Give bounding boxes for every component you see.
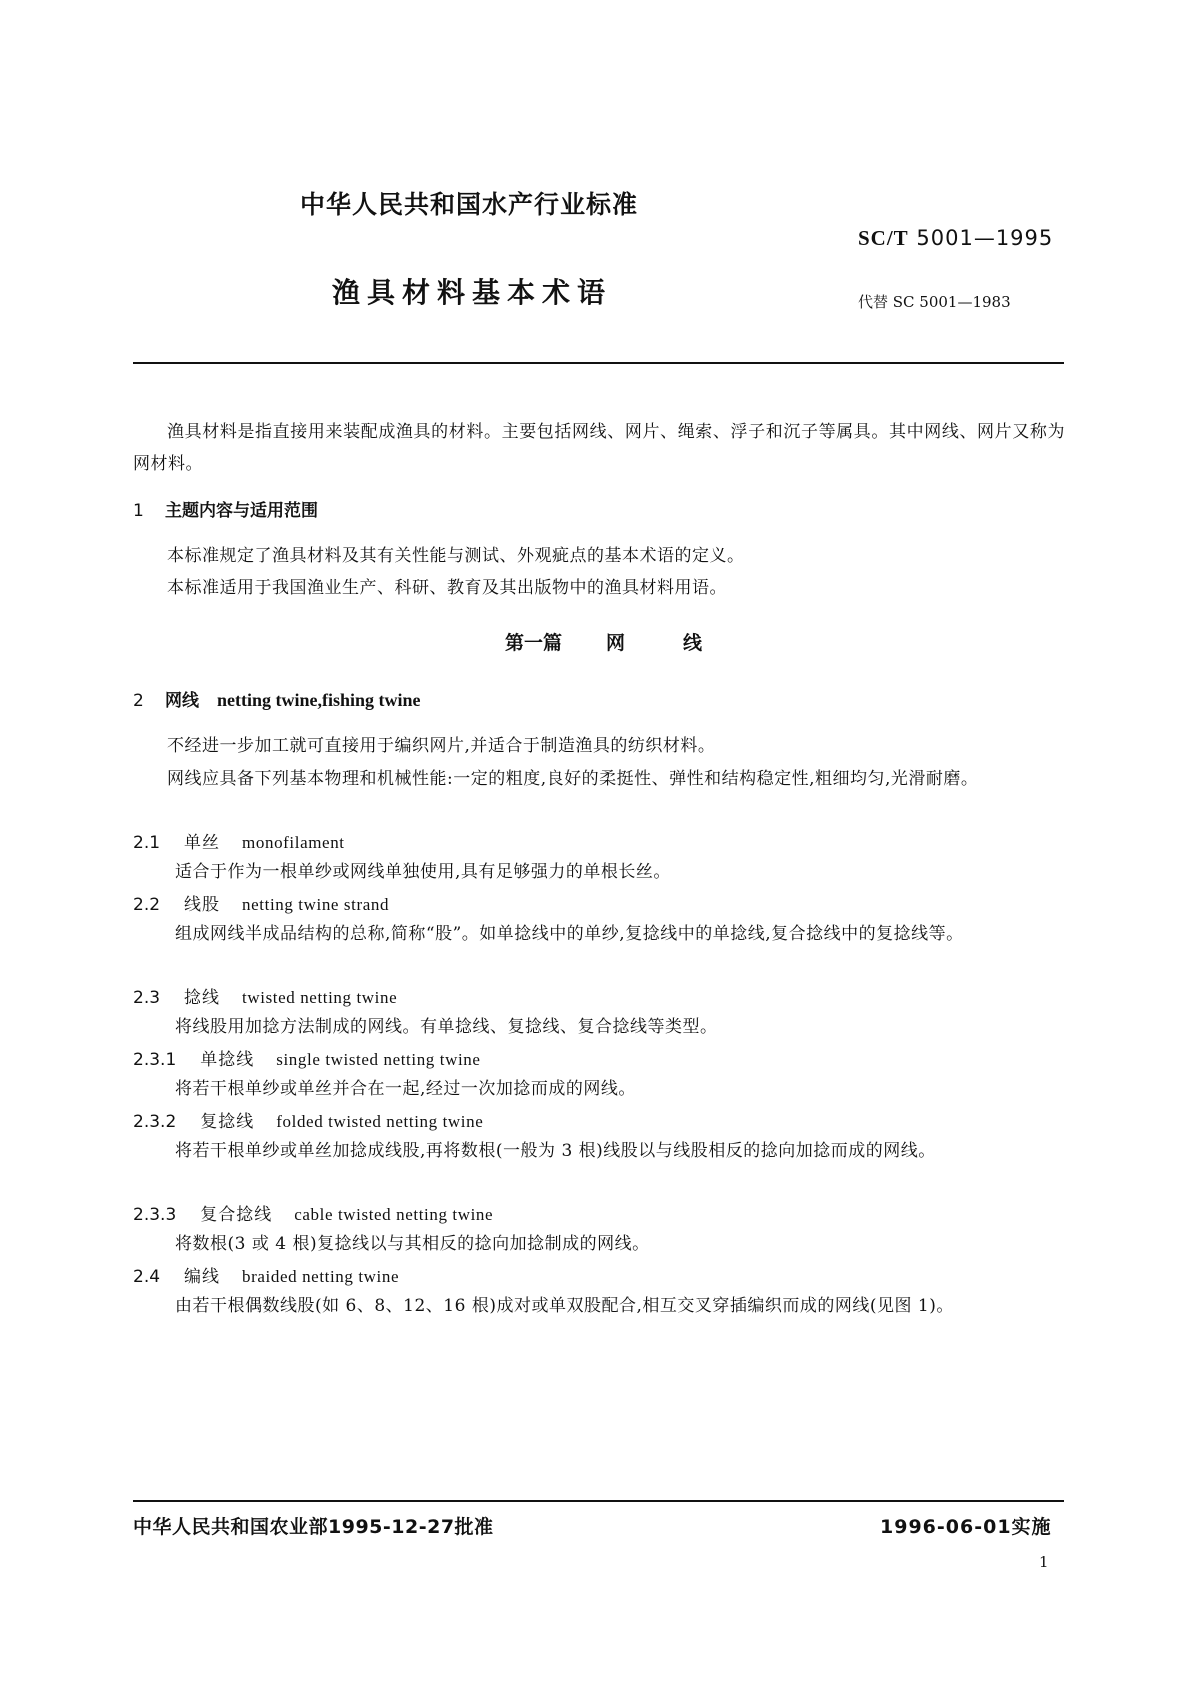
term-heading [133,1107,483,1132]
section-1-paragraph-1: 本标准规定了渔具材料及其有关性能与测试、外观疵点的基本术语的定义。 [167,546,745,566]
term-number: 2.3.1 [133,1050,177,1070]
term-definition: 将若干根单纱或单丝加捻成线股,再将数根(一般为 3 根)线股以与线股相反的捻向加捻而成的网线。 [175,1141,936,1161]
term-en: cable twisted netting twine [294,1205,494,1224]
term-zh: 捻线 [184,988,221,1008]
term-number: 2.1 [133,833,161,853]
term-en: braided netting twine [242,1267,400,1286]
section-2-paragraph-1: 不经进一步加工就可直接用于编织网片,并适合于制造渔具的纺织材料。 [167,736,716,756]
term-zh: 复捻线 [200,1112,255,1132]
standard-name: 中华人民共和国水产行业标准 [300,190,639,219]
section-2-title-zh: 网线 [165,691,199,711]
term-number: 2.3 [133,988,161,1008]
term-definition: 由若干根偶数线股(如 6、8、12、16 根)成对或单双股配合,相互交叉穿插编织而成的网线(见图 1)。 [175,1296,954,1316]
term-number: 2.3.2 [133,1112,177,1132]
term-heading [133,1200,493,1225]
term-definition: 组成网线半成品结构的总称,简称“股”。如单捻线中的单纱,复捻线中的单捻线,复合捻线中的复捻线等。 [175,924,964,944]
term-heading [133,1262,399,1287]
standard-number-value: 5001—1995 [916,226,1054,250]
section-1-number: 1 [133,501,144,521]
intro-paragraph: 渔具材料是指直接用来装配成渔具的材料。主要包括网线、网片、绳索、浮子和沉子等属具。其中网线、网片又称为网材料。 [133,422,1065,474]
section-2-title-en: netting twine,fishing twine [217,690,421,710]
replaces-note: 代替 SC 5001—1983 [858,293,1011,311]
approval-line: 中华人民共和国农业部1995-12-27批准 [133,1516,494,1538]
section-1-heading [133,496,318,521]
part-1-title [505,628,702,655]
term-en: monofilament [242,833,345,852]
section-2-number: 2 [133,691,144,711]
term-en: netting twine strand [242,895,390,914]
term-heading [133,890,389,915]
term-zh: 单捻线 [200,1050,255,1070]
term-heading [133,828,345,853]
section-1-paragraph-2: 本标准适用于我国渔业生产、科研、教育及其出版物中的渔具材料用语。 [167,578,727,598]
term-zh: 编线 [184,1267,221,1287]
term-en: twisted netting twine [242,988,398,1007]
term-definition: 将数根(3 或 4 根)复捻线以与其相反的捻向加捻制成的网线。 [175,1234,650,1254]
page-number: 1 [1039,1553,1049,1571]
implementation-date: 1996-06-01实施 [880,1516,1052,1538]
term-number: 2.3.3 [133,1205,177,1225]
term-zh: 单丝 [184,833,221,853]
section-2-paragraph-2: 网线应具备下列基本物理和机械性能:一定的粗度,良好的柔挺性、弹性和结构稳定性,粗细均匀,光滑耐磨。 [167,769,979,789]
term-definition: 将线股用加捻方法制成的网线。有单捻线、复捻线、复合捻线等类型。 [175,1017,718,1037]
part-1-word-2: 线 [683,632,703,654]
term-number: 2.2 [133,895,161,915]
term-number: 2.4 [133,1267,161,1287]
term-en: folded twisted netting twine [276,1112,484,1131]
part-1-word-1: 网 [606,632,626,654]
standard-code: SC/T [858,226,909,250]
term-definition: 适合于作为一根单纱或网线单独使用,具有足够强力的单根长丝。 [175,862,671,882]
term-zh: 线股 [184,895,221,915]
term-heading [133,1045,481,1070]
footer-divider [133,1500,1064,1502]
term-definition: 将若干根单纱或单丝并合在一起,经过一次加捻而成的网线。 [175,1079,636,1099]
term-heading [133,983,397,1008]
document-title: 渔具材料基本术语 [332,276,613,309]
section-1-title: 主题内容与适用范围 [165,501,318,521]
standard-number [858,226,1053,251]
term-zh: 复合捻线 [200,1205,273,1225]
term-en: single twisted netting twine [276,1050,481,1069]
section-2-heading [133,686,421,711]
header-divider [133,362,1064,364]
part-1-prefix: 第一篇 [505,632,563,654]
